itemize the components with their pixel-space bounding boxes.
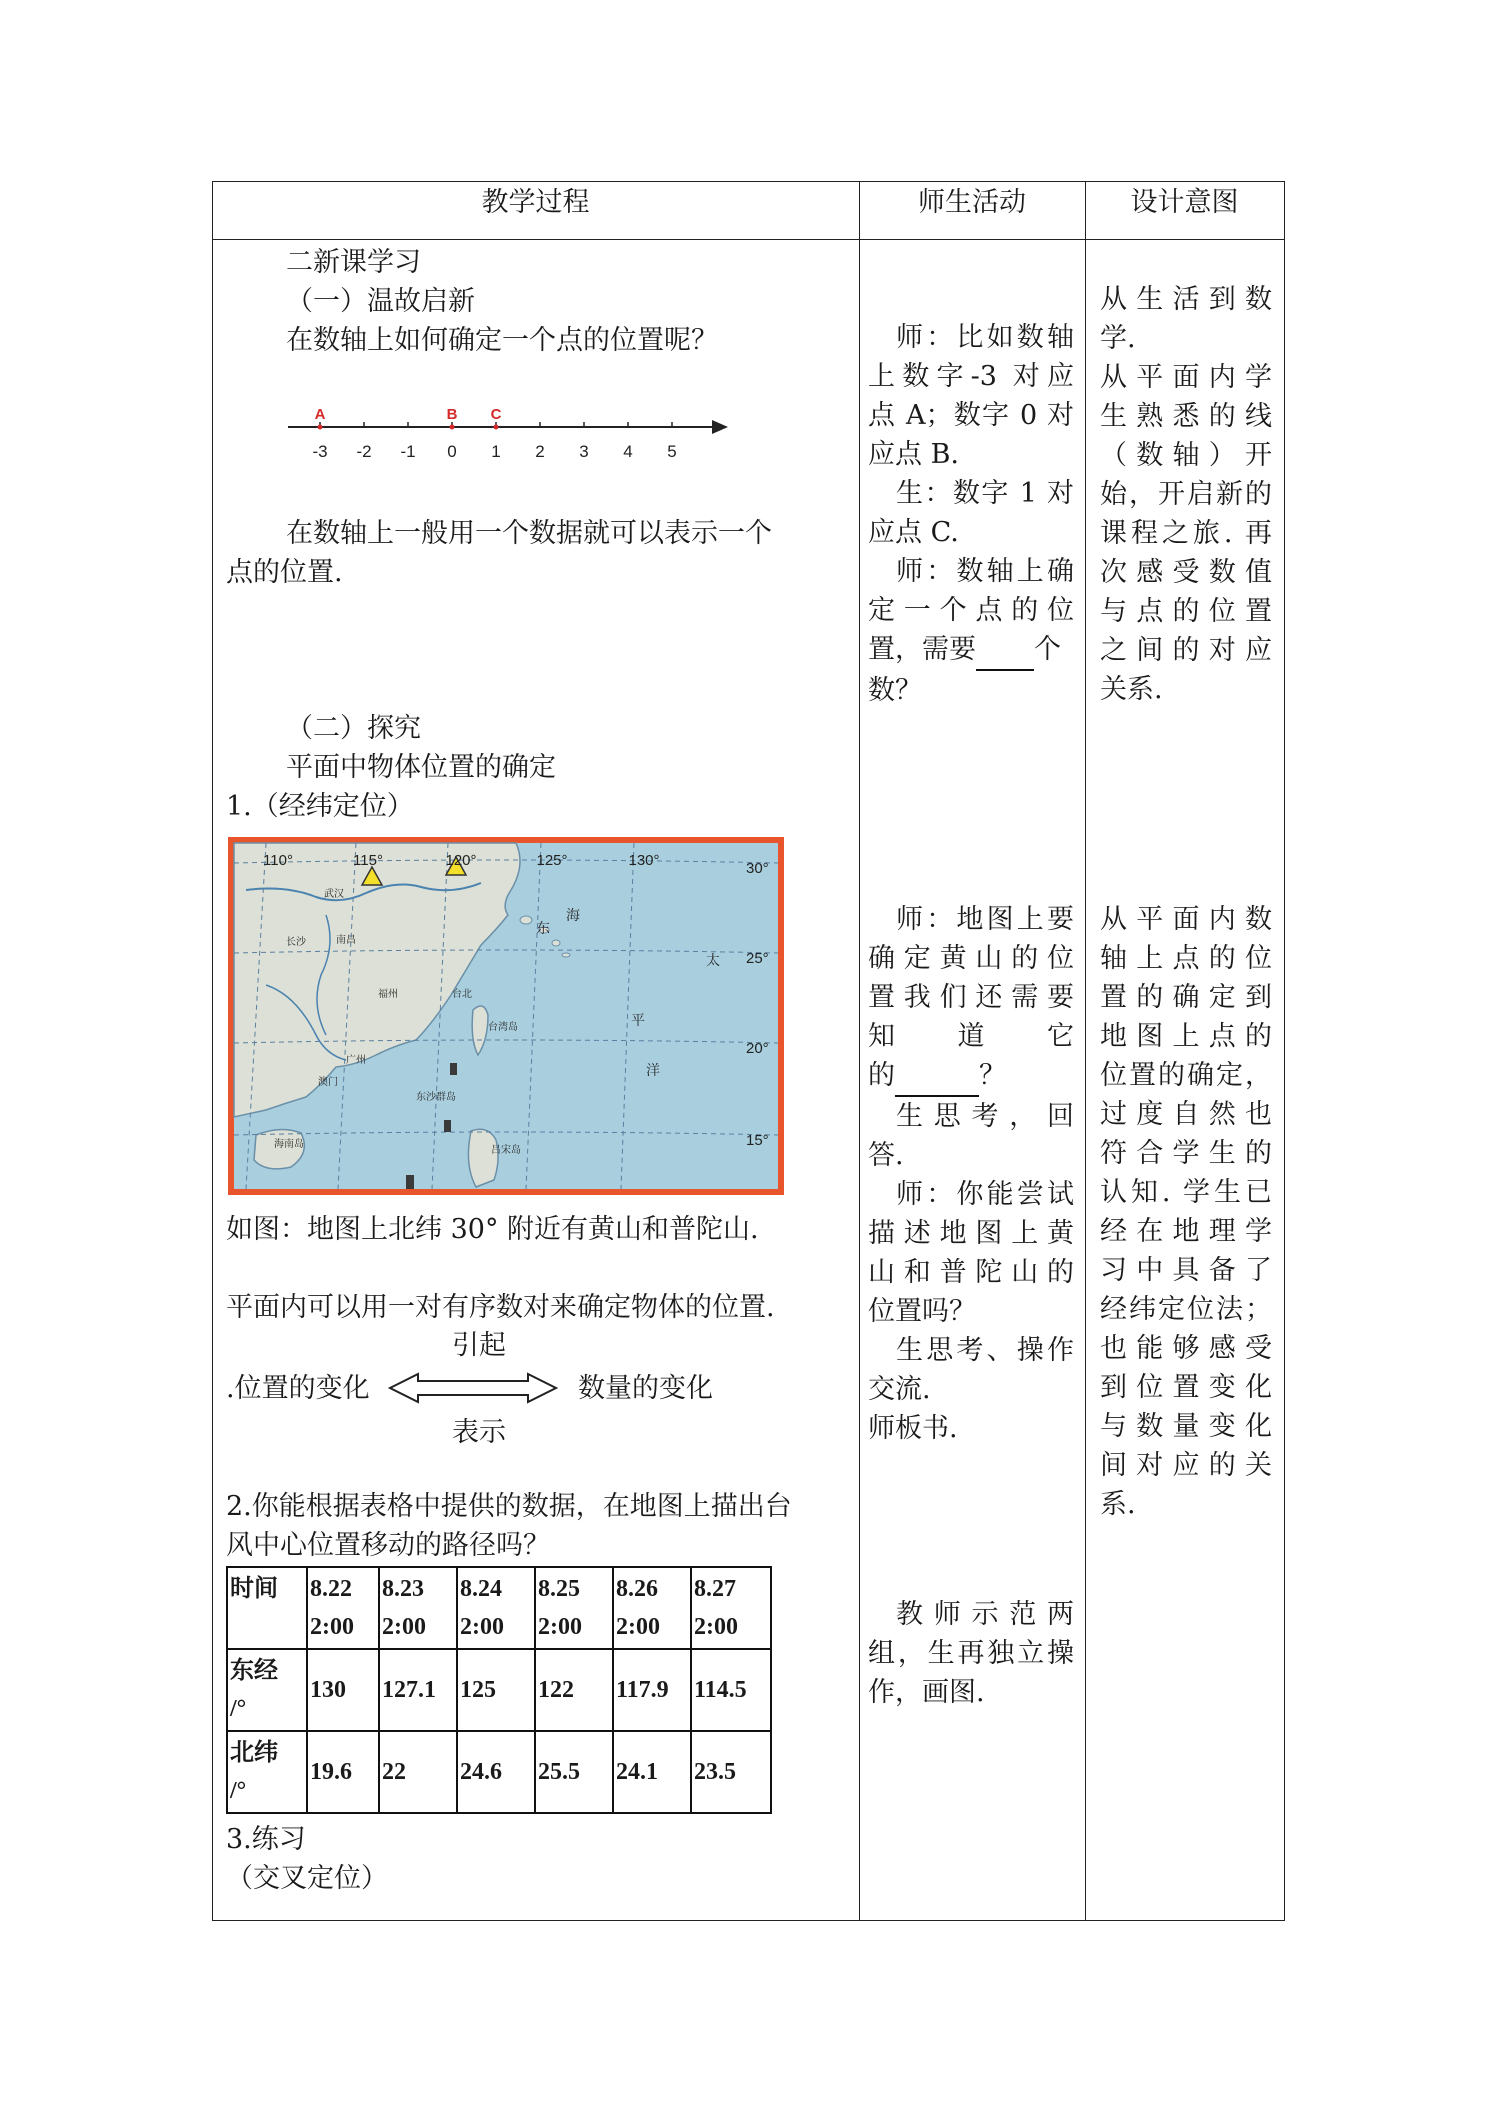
activity-line: 作，画图. [868,1677,985,1708]
numberline-point-b: B [446,406,458,423]
numberline-tick-label: 0 [447,442,457,461]
intent-line: 置的确定到 [1100,982,1272,1013]
longitude-cell: 125 [457,1649,535,1731]
intent-line: 到位置变化 [1100,1372,1272,1403]
map-caption: 如图：地图上北纬 30° 附近有黄山和普陀山. [226,1214,759,1245]
activity-line: 师：数轴上确 [896,556,1074,587]
section-title: 二新课学习 [286,247,421,278]
intent-block-2 [1100,900,1272,1524]
answer-blank [976,630,1034,671]
answer-blank [895,1056,979,1097]
table-row [227,1731,771,1813]
activity-line: 的 ？ [868,1056,1074,1097]
activity-line: 应点 C. [868,517,959,548]
intent-line: 习中具备了 [1100,1255,1272,1286]
numberline-tick-label: 4 [623,442,633,461]
intent-line: 轴上点的位 [1100,943,1272,974]
map-longitude-label: 115° [353,852,383,869]
map-place-label: 东 [536,921,550,937]
map-latitude-label: 30° [746,860,769,877]
activity-line: 置，需要 个 [868,630,1074,671]
latitude-cell: 23.5 [691,1731,771,1813]
numberline-point-c: C [490,406,502,423]
map-place-label: 广州 [346,1055,366,1066]
map-place-label: 台湾岛 [488,1022,518,1033]
header-teaching-process: 教学过程 [481,187,590,218]
latitude-cell: 19.6 [307,1731,379,1813]
header-activity: 师生活动 [918,187,1026,218]
intent-line: 间对应的关 [1100,1450,1272,1481]
numberline-tick-label: 1 [491,442,501,461]
time-cell: 8.25 2:00 [535,1567,613,1649]
activity-block-1 [868,318,1074,710]
typhoon-data-table [226,1566,772,1814]
latitude-cell: 22 [379,1731,457,1813]
row-label-latitude: 北纬 /° [227,1731,307,1813]
activity-line: 山和普陀山的 [868,1257,1074,1288]
column-divider-2 [1085,181,1086,1921]
topic-plane-position: 平面中物体位置的确定 [286,752,556,783]
numberline-point-dot [318,425,323,430]
activity-line: 定一个点的位 [868,595,1074,626]
table-row [227,1567,771,1649]
item-1-latlong: 1.（经纬定位） [226,791,414,822]
activity-line: 上数字-3 对应 [868,361,1074,392]
number-line [280,400,740,470]
activity-line: 点 A；数字 0 对 [868,400,1074,431]
intent-line: 也能够感受 [1100,1333,1272,1364]
activity-line: 置我们还需要 [868,982,1074,1013]
intent-line: 认知. 学生已 [1100,1177,1272,1208]
intent-line: 始，开启新的 [1100,479,1272,510]
header-intent: 设计意图 [1130,187,1239,218]
map-place-label: 武汉 [324,889,344,900]
intent-line: 之间的对应 [1100,635,1272,666]
subsection-review: （一）温故启新 [286,286,475,317]
activity-line: 师板书. [868,1413,958,1444]
numberline-point-dot [494,425,499,430]
intent-block-1 [1100,280,1272,709]
map-place-label: 澳门 [318,1077,338,1088]
intent-line: 与数量变化 [1100,1411,1272,1442]
activity-line: 生思考、操作 [896,1335,1074,1366]
ordered-pair-statement: 平面内可以用一对有序数对来确定物体的位置. [226,1292,775,1323]
longitude-cell: 130 [307,1649,379,1731]
subsection-explore: （二）探究 [286,713,421,744]
intent-line: 地图上点的 [1100,1021,1272,1052]
arrow-label-cause: 引起 [452,1330,506,1361]
arrow-label-position-change: .位置的变化 [226,1373,370,1404]
map-latitude-label: 15° [746,1132,769,1149]
activity-block-2 [868,900,1074,1448]
activity-line: 位置吗？ [868,1296,976,1327]
map-latitude-label: 25° [746,950,769,967]
intent-line: 位置的确定， [1100,1060,1272,1091]
activity-line: 生：数字 1 对 [896,478,1074,509]
numberline-tick-label: 5 [667,442,677,461]
item-3-practice: 3.练习 [226,1824,306,1855]
time-cell: 8.23 2:00 [379,1567,457,1649]
activity-line: 答. [868,1140,904,1171]
question-2-line2: 风中心位置移动的路径吗？ [226,1530,550,1561]
map-place-label: 南昌 [336,935,356,946]
activity-block-3 [868,1595,1074,1712]
intent-line: （数轴）开 [1100,440,1272,471]
column-divider-1 [859,181,860,1921]
numberline-tick-label: -1 [400,442,416,461]
time-cell: 8.22 2:00 [307,1567,379,1649]
intent-line: 经在地理学 [1100,1216,1272,1247]
map-longitude-label: 110° [263,852,293,869]
numberline-conclusion-2: 点的位置. [226,557,343,588]
map-latitude-label: 20° [746,1040,769,1057]
latitude-cell: 24.1 [613,1731,691,1813]
intent-line: 与点的位置 [1100,596,1272,627]
header-divider [212,239,1285,240]
numberline-conclusion-1: 在数轴上一般用一个数据就可以表示一个 [286,518,772,549]
latitude-cell: 24.6 [457,1731,535,1813]
table-row [227,1649,771,1731]
china-coast-map [226,835,786,1197]
table-right-border [1284,181,1285,1921]
activity-line: 应点 B. [868,439,960,470]
table-bottom-border [212,1920,1285,1921]
intent-line: 符合学生的 [1100,1138,1272,1169]
intent-line: 生熟悉的线 [1100,401,1272,432]
item-3-cross-positioning: （交叉定位） [226,1863,388,1894]
numberline-tick-label: -2 [356,442,372,461]
intent-line: 从生活到数 [1100,284,1272,315]
row-label-longitude: 东经 /° [227,1649,307,1731]
longitude-cell: 122 [535,1649,613,1731]
activity-line: 师：地图上要 [896,904,1074,935]
intent-line: 从平面内学 [1100,362,1272,393]
activity-line: 知 道 它 [868,1021,1074,1052]
activity-line: 师：你能尝试 [896,1179,1074,1210]
intent-line: 从平面内数 [1100,904,1272,935]
longitude-cell: 127.1 [379,1649,457,1731]
longitude-cell: 117.9 [613,1649,691,1731]
map-longitude-label: 120° [445,852,477,869]
longitude-cell: 114.5 [691,1649,771,1731]
map-place-label: 长沙 [286,937,306,948]
intent-line: 关系. [1100,674,1163,705]
activity-line: 生思考，回 [896,1101,1074,1132]
latitude-cell: 25.5 [535,1731,613,1813]
row-label-time: 时间 [227,1567,307,1649]
intent-line: 过度自然也 [1100,1099,1272,1130]
question-2-line1: 2.你能根据表格中提供的数据，在地图上描出台 [226,1491,792,1522]
activity-line: 组，生再独立操 [868,1638,1074,1669]
map-place-label: 海 [566,908,580,924]
time-cell: 8.27 2:00 [691,1567,771,1649]
time-cell: 8.24 2:00 [457,1567,535,1649]
intent-line: 系. [1100,1489,1136,1520]
numberline-point-dot [450,425,455,430]
arrow-label-quantity-change: 数量的变化 [578,1373,713,1404]
map-place-label: 海南岛 [274,1139,304,1150]
intent-line: 次感受数值 [1100,557,1272,588]
activity-line: 教师示范两 [896,1599,1074,1630]
map-place-label: 吕宋岛 [491,1145,521,1156]
activity-line: 描述地图上黄 [868,1218,1074,1249]
map-place-label: 东沙群岛 [416,1092,456,1103]
question-numberline: 在数轴上如何确定一个点的位置呢？ [286,325,718,356]
intent-line: 经纬定位法； [1100,1294,1272,1325]
map-place-label: 台北 [452,989,472,1000]
map-longitude-label: 125° [536,852,568,869]
intent-line: 课程之旅. 再 [1100,518,1272,549]
numberline-point-a: A [314,406,326,423]
map-place-label: 平 [631,1013,645,1029]
activity-line: 交流. [868,1374,931,1405]
numberline-tick-label: -3 [312,442,328,461]
intent-line: 学. [1100,323,1136,354]
map-longitude-label: 130° [628,852,660,869]
table-left-border [212,181,213,1921]
activity-line: 数？ [868,675,922,706]
numberline-tick-label: 3 [579,442,589,461]
activity-line: 师：比如数轴 [896,322,1074,353]
map-place-label: 太 [706,953,720,969]
arrow-label-represent: 表示 [452,1417,506,1448]
numberline-tick-label: 2 [535,442,545,461]
time-cell: 8.26 2:00 [613,1567,691,1649]
map-place-label: 洋 [646,1063,660,1079]
map-place-label: 福州 [378,989,398,1000]
double-arrow-icon [388,1372,558,1404]
activity-line: 确定黄山的位 [868,943,1074,974]
